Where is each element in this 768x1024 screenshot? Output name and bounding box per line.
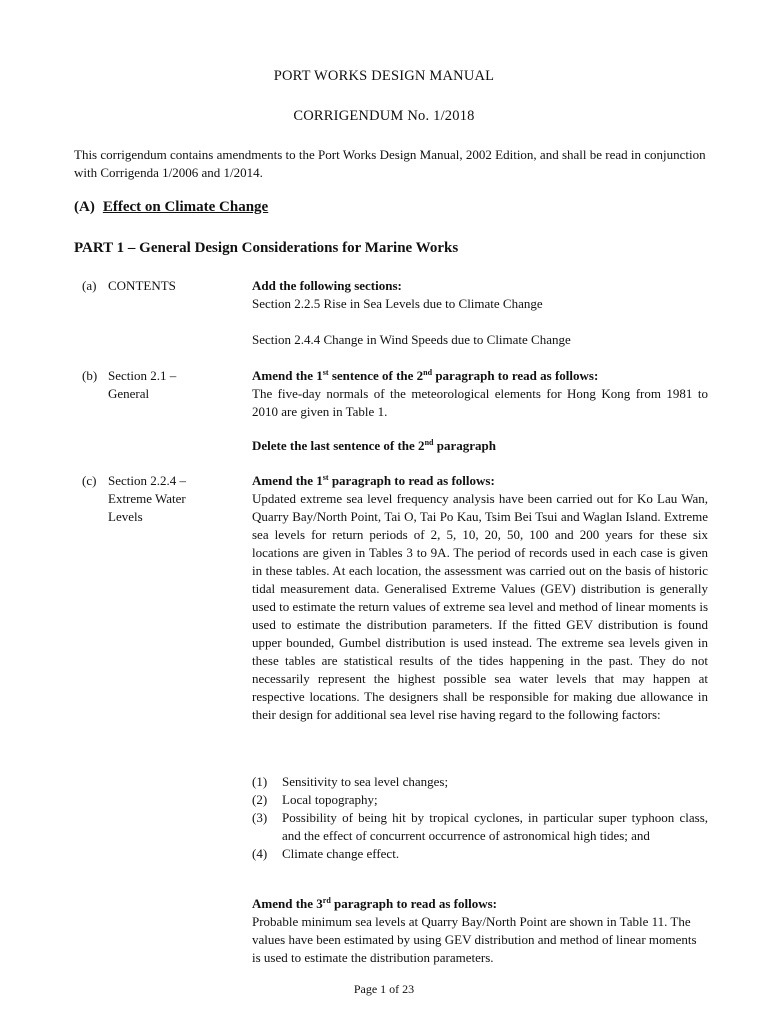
list-item: (1) Sensitivity to sea level changes;: [252, 774, 449, 789]
item-b-heading: Amend the 1st sentence of the 2nd paragraph to read as follows:: [252, 368, 599, 383]
item-b-label: (b): [82, 368, 98, 383]
item-a-heading: Add the following sections:: [252, 278, 402, 293]
list-item: (3) Possibility of being hit by tropical cyclones, in particular super typhoon class, and the effect of concurrent occurrence of astronomical high tides; and: [252, 810, 708, 843]
item-c-paragraph: Updated extreme sea level frequency analysis have been carried out for Ko Lau Wan, Quarry Bay/North Point, Tai O, Tai Po Kau, Tsim Bei Tsui and Waglan Island. Extreme sea levels for return periods of 2, 5, 10, 20, 50, 100 and 200 years for these six locations are given in Tables 3 to 9A. The period of records used in each case is given in these tables. At each location, the assessment was carried out on the basis of historic tidal measurement data. Generalised Extreme Values (GEV) distribution is generally used to estimate the return values of extreme sea level and method of linear moments is used to estimate the distribution parameters. If the fitted GEV distribution is found upper bounded, Gumbel distribution is used instead. The extreme sea levels given in these tables are statistical results of the tides happening in the past. They do not necessarily represent the highest possible sea water levels that may happen at respective locations. The designers shall be responsible for making due allowance in their design for additional sea level rise having regard to the following factors:: [252, 491, 708, 722]
item-c-body: [252, 472, 708, 724]
item-b-body: [252, 367, 708, 421]
item-a-line-2: Section 2.4.4 Change in Wind Speeds due to Climate Change: [252, 332, 571, 347]
item-c-third-paragraph-block: [252, 895, 708, 967]
item-c-label: (c): [82, 473, 97, 488]
item-c-ref-line-1: Section 2.2.4 –: [108, 473, 186, 488]
list-item: (2) Local topography;: [252, 792, 378, 807]
list-item: (4) Climate change effect.: [252, 846, 400, 861]
item-c-heading-2: Amend the 3rd paragraph to read as follows:: [252, 896, 498, 911]
item-b-delete-instruction: Delete the last sentence of the 2nd paragraph: [252, 438, 496, 453]
intro-paragraph: This corrigendum contains amendments to the Port Works Design Manual, 2002 Edition, and shall be read in conjunction with Corrigenda 1/2006 and 1/2014.: [74, 147, 706, 180]
factors-list: [252, 773, 708, 863]
item-b-text: The five-day normals of the meteorological elements for Hong Kong from 1981 to 2010 are given in Table 1.: [252, 386, 708, 419]
item-a-line-1: Section 2.2.5 Rise in Sea Levels due to Climate Change: [252, 296, 543, 311]
item-c-heading: Amend the 1st paragraph to read as follows:: [252, 473, 495, 488]
page-number: Page 1 of 23: [353, 982, 415, 996]
part-1-heading: PART 1 – General Design Considerations for Marine Works: [74, 240, 459, 256]
section-a-title: Effect on Climate Change: [102, 199, 269, 215]
corrigendum-number: CORRIGENDUM No. 1/2018: [293, 108, 475, 124]
item-a-label: (a): [82, 278, 97, 293]
section-a-label: (A): [74, 199, 95, 215]
item-c-paragraph-2: Probable minimum sea levels at Quarry Bay/North Point are shown in Table 11. The values have been estimated by using GEV distribution and method of linear moments is used to estimate the distribution parameters.: [252, 914, 697, 965]
item-b-ref-line-1: Section 2.1 –: [108, 368, 177, 383]
item-c-ref-line-3: Levels: [108, 509, 143, 524]
document-title: PORT WORKS DESIGN MANUAL: [273, 68, 495, 84]
item-a-body: [252, 277, 708, 313]
item-b-ref-line-2: General: [108, 386, 150, 401]
item-c-ref: [108, 472, 218, 526]
section-a-heading: [74, 199, 268, 216]
item-c-ref-line-2: Extreme Water: [108, 491, 186, 506]
item-b-ref: [108, 367, 218, 403]
item-a-ref: CONTENTS: [108, 278, 176, 293]
